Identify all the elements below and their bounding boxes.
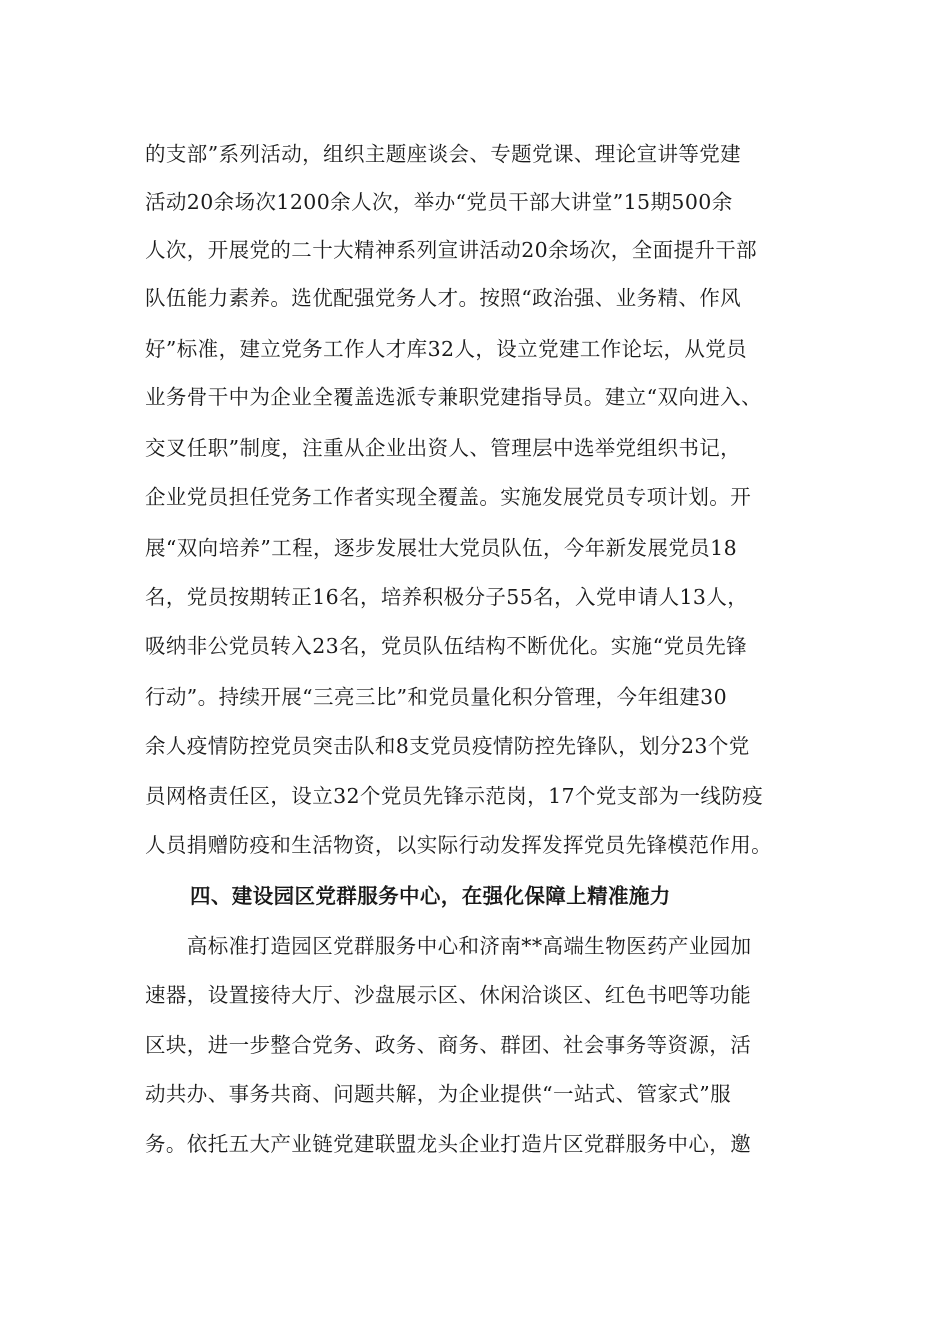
paragraph-line: 员网格责任区，设立32个党员先锋示范岗，17个党支部为一线防疫 xyxy=(145,784,764,808)
paragraph-line: 行动”。持续开展“三亮三比”和党员量化积分管理，今年组建30 xyxy=(145,685,728,709)
paragraph-line: 活动20余场次1200余人次，举办“党员干部大讲堂”15期500余 xyxy=(145,190,733,214)
paragraph-line: 吸纳非公党员转入23名，党员队伍结构不断优化。实施“党员先锋 xyxy=(145,634,748,658)
paragraph-line: 区块，进一步整合党务、政务、商务、群团、社会事务等资源，活 xyxy=(145,1033,752,1057)
paragraph-line: 的支部”系列活动，组织主题座谈会、专题党课、理论宣讲等党建 xyxy=(145,142,742,166)
paragraph-line: 人员捐赠防疫和生活物资，以实际行动发挥发挥党员先锋模范作用。 xyxy=(145,833,772,857)
paragraph-line: 动共办、事务共商、问题共解，为企业提供“一站式、管家式”服 xyxy=(145,1082,732,1106)
paragraph-line: 速器，设置接待大厅、沙盘展示区、休闲洽谈区、红色书吧等功能 xyxy=(145,983,752,1007)
paragraph-line: 务。依托五大产业链党建联盟龙头企业打造片区党群服务中心，邀 xyxy=(145,1132,752,1156)
paragraph-line: 人次，开展党的二十大精神系列宣讲活动20余场次，全面提升干部 xyxy=(145,238,758,262)
paragraph-line: 展“双向培养”工程，逐步发展壮大党员队伍，今年新发展党员18 xyxy=(145,536,738,560)
paragraph-line: 队伍能力素养。选优配强党务人才。按照“政治强、业务精、作风 xyxy=(145,286,742,310)
paragraph-line: 交叉任职”制度，注重从企业出资人、管理层中选举党组织书记， xyxy=(145,436,742,460)
paragraph-line: 高标准打造园区党群服务中心和济南**高端生物医药产业园加 xyxy=(145,934,752,958)
paragraph-line: 企业党员担任党务工作者实现全覆盖。实施发展党员专项计划。开 xyxy=(145,485,752,509)
section-heading: 四、建设园区党群服务中心，在强化保障上精准施力 xyxy=(190,884,671,908)
paragraph-line: 业务骨干中为企业全覆盖选派专兼职党建指导员。建立“双向进入、 xyxy=(145,385,762,409)
paragraph-line: 好”标准，建立党务工作人才库32人，设立党建工作论坛，从党员 xyxy=(145,337,748,361)
paragraph-line: 名，党员按期转正16名，培养积极分子55名，入党申请人13人， xyxy=(145,585,749,609)
paragraph-line: 余人疫情防控党员突击队和8支党员疫情防控先锋队，划分23个党 xyxy=(145,734,750,758)
